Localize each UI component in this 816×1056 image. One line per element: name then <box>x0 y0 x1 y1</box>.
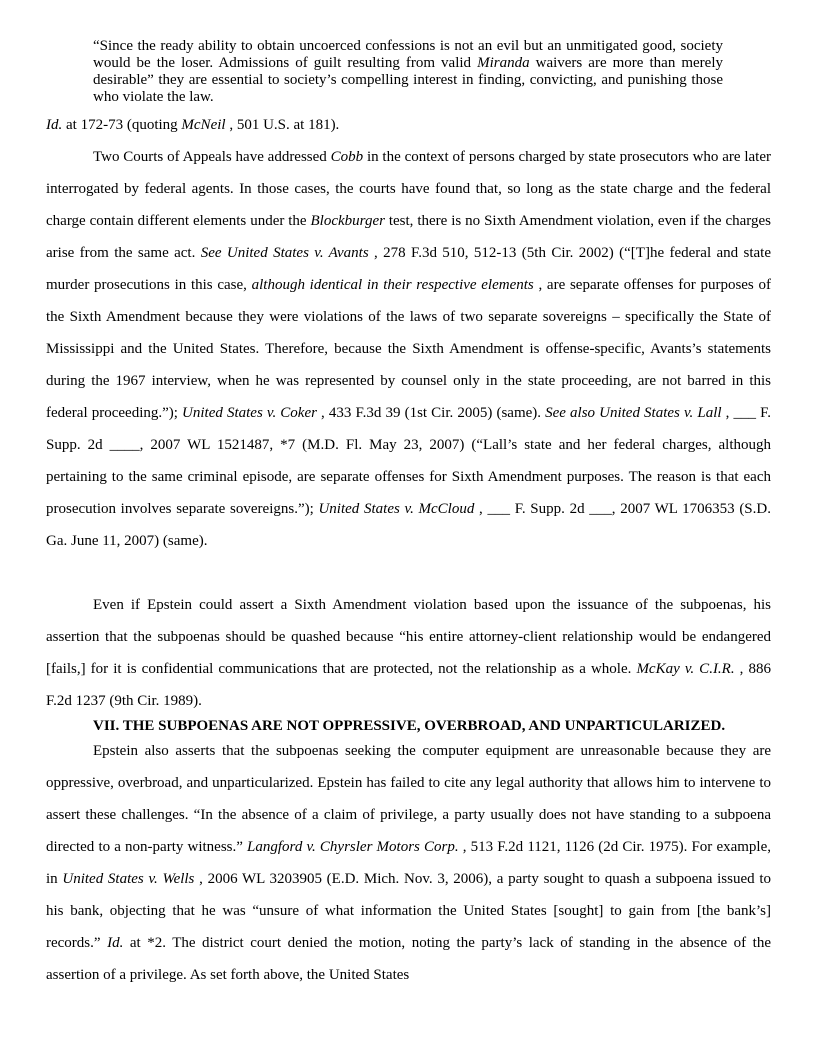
section-heading: VII. THE SUBPOENAS ARE NOT OPPRESSIVE, OVERBROAD, AND UNPARTICULARIZED. <box>93 718 726 734</box>
paragraph-text: , 2006 WL 3203905 (E.D. Mich. Nov. 3, 2006), a party sought to quash a subpoena issued to his bank, objecting that he was “unsure of what information the United States [sought] to gain from [the bank’s] records.” <box>46 871 771 951</box>
case-name: United States v. Wells <box>62 871 195 887</box>
paragraph-text: test, there is no Sixth Amendment violation, even if the charges arise from the same act. <box>46 213 771 261</box>
block-quote <box>93 38 723 106</box>
quote-italic: Miranda <box>477 55 530 71</box>
quote-text: “Since the ready ability to obtain uncoerced confessions is not an evil but an unmitigated good, society would be the loser. Admissions of guilt resulting from valid <box>93 38 723 71</box>
paragraph-text: Epstein also asserts that the subpoenas seeking the computer equipment are unreasonable because they are oppressive, overbroad, and unparticularized. Epstein has failed to cite any legal authority that allows him to intervene to assert these challenges. “In the absence of a claim of privilege, a party usually does not have standing to a subpoena directed to a non-party witness.” <box>46 743 771 855</box>
citation-text: at 172-73 (quoting <box>62 117 182 133</box>
paragraph-text: in the context of persons charged by state prosecutors who are later interrogated by federal agents. In those cases, the courts have found that, so long as the state charge and the federal charge contain different elements under the <box>46 149 771 229</box>
paragraph-text: at *2. The district court denied the motion, noting the party’s lack of standing in the absence of the assertion of a privilege. As set forth above, the United States <box>46 935 771 983</box>
italic-phrase: although identical in their respective elements <box>251 277 534 293</box>
case-name: Cobb <box>330 149 364 165</box>
paragraph-text: Even if Epstein could assert a Sixth Amendment violation based upon the issuance of the subpoenas, his assertion that the subpoenas should be quashed because “his entire attorney-client relationship would be endangered [fails,] for it is confidential communications that are protected, not the relationship as a whole. <box>46 597 771 677</box>
paragraph-text: , are separate offenses for purposes of the Sixth Amendment because they were violations of the laws of two separate sovereigns – specifically the State of Mississippi and the United States. Therefore, because the Sixth Amendment is offense-specific, Avants’s statements during the 1967 interview, when he was represented by counsel only in the state proceeding, are not barred in this federal proceeding.”); <box>46 277 771 421</box>
paragraph-text: , 513 F.2d 1121, 1126 (2d Cir. 1975). For example, in <box>46 839 772 887</box>
quote-citation <box>46 117 339 134</box>
citation-italic: Id. <box>46 117 63 133</box>
case-name: McKay v. C.I.R. <box>636 661 735 677</box>
quote-text: waivers are more than merely desirable” they are essential to society’s compelling interest in finding, convicting, and punishing those who violate the law. <box>93 55 723 105</box>
case-name: United States v. McCloud <box>318 501 475 517</box>
paragraph-text: , ___ F. Supp. 2d ____, 2007 WL 1521487, *7 (M.D. Fl. May 23, 2007) (“Lall’s state and her federal charges, although pertaining to the same criminal episode, are separate offenses for Sixth Amendment purposes. The reason is that each prosecution involves separate sovereigns.”); <box>46 405 771 517</box>
citation-text: , 501 U.S. at 181). <box>225 117 340 133</box>
paragraph-text: , 278 F.3d 510, 512-13 (5th Cir. 2002) (“[T]he federal and state murder prosecutions in this case, <box>46 245 771 293</box>
paragraph-text: , 886 F.2d 1237 (9th Cir. 1989). <box>46 661 771 709</box>
paragraph-text: , 433 F.3d 39 (1st Cir. 2005) (same). <box>316 405 546 421</box>
paragraph-epstein-sixth-amendment <box>46 589 771 717</box>
paragraph-text: , ___ F. Supp. 2d ___, 2007 WL 1706353 (S.D. Ga. June 11, 2007) (same). <box>46 501 771 549</box>
citation-italic: McNeil <box>181 117 226 133</box>
case-name: Blockburger <box>310 213 385 229</box>
paragraph-courts-of-appeals <box>46 141 771 557</box>
paragraph-subpoenas-challenges <box>46 735 771 991</box>
case-name: Id. <box>107 935 124 951</box>
case-name: See United States v. Avants <box>200 245 369 261</box>
case-name: Langford v. Chyrsler Motors Corp. <box>247 839 459 855</box>
case-name: United States v. Coker <box>182 405 317 421</box>
paragraph-text: Two Courts of Appeals have addressed <box>93 149 331 165</box>
case-name: See also United States v. Lall <box>545 405 722 421</box>
